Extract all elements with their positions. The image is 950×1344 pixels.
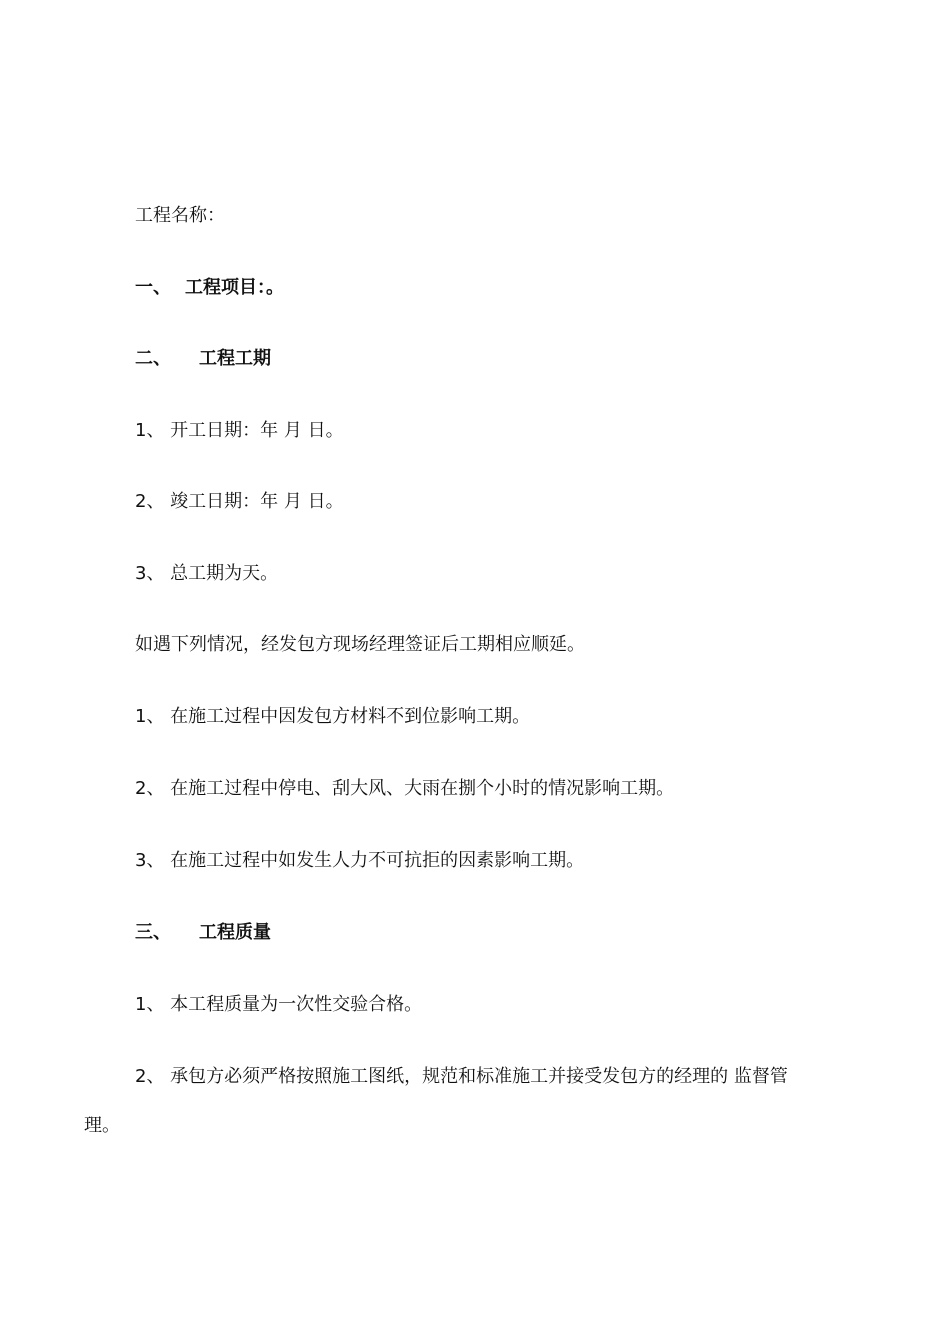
schedule-item: 1、 开工日期：年 月 日。: [135, 420, 344, 441]
delay-item: 2、 在施工过程中停电、刮大风、大雨在捌个小时的情况影响工期。: [135, 778, 675, 799]
delay-item: 3、 在施工过程中如发生人力不可抗拒的因素影响工期。: [135, 850, 585, 871]
section-2-title: 工程工期: [199, 348, 271, 369]
section-2-number: 二、: [135, 348, 171, 369]
section-3-heading: [135, 921, 271, 945]
section-2-heading: [135, 347, 271, 371]
section-3-number: 三、: [135, 922, 171, 943]
project-name-label: 工程名称：: [135, 205, 225, 226]
section-1-heading: [135, 276, 284, 300]
delay-intro-paragraph: 如遇下列情况，经发包方现场经理签证后工期相应顺延。: [135, 634, 585, 655]
schedule-item: 2、 竣工日期：年 月 日。: [135, 491, 344, 512]
quality-item-2-line-1: 2、 承包方必须严格按照施工图纸，规范和标准施工并接受发包方的经理的 监督管: [135, 1066, 788, 1087]
schedule-item: 3、 总工期为天。: [135, 563, 279, 584]
quality-item-2-line-2: 理。: [84, 1115, 120, 1136]
delay-item: 1、 在施工过程中因发包方材料不到位影响工期。: [135, 706, 531, 727]
quality-item: 1、 本工程质量为一次性交验合格。: [135, 994, 423, 1015]
section-3-title: 工程质量: [199, 922, 271, 943]
section-1-number: 一、: [135, 277, 171, 298]
section-1-title: 工程项目：。: [185, 277, 284, 298]
